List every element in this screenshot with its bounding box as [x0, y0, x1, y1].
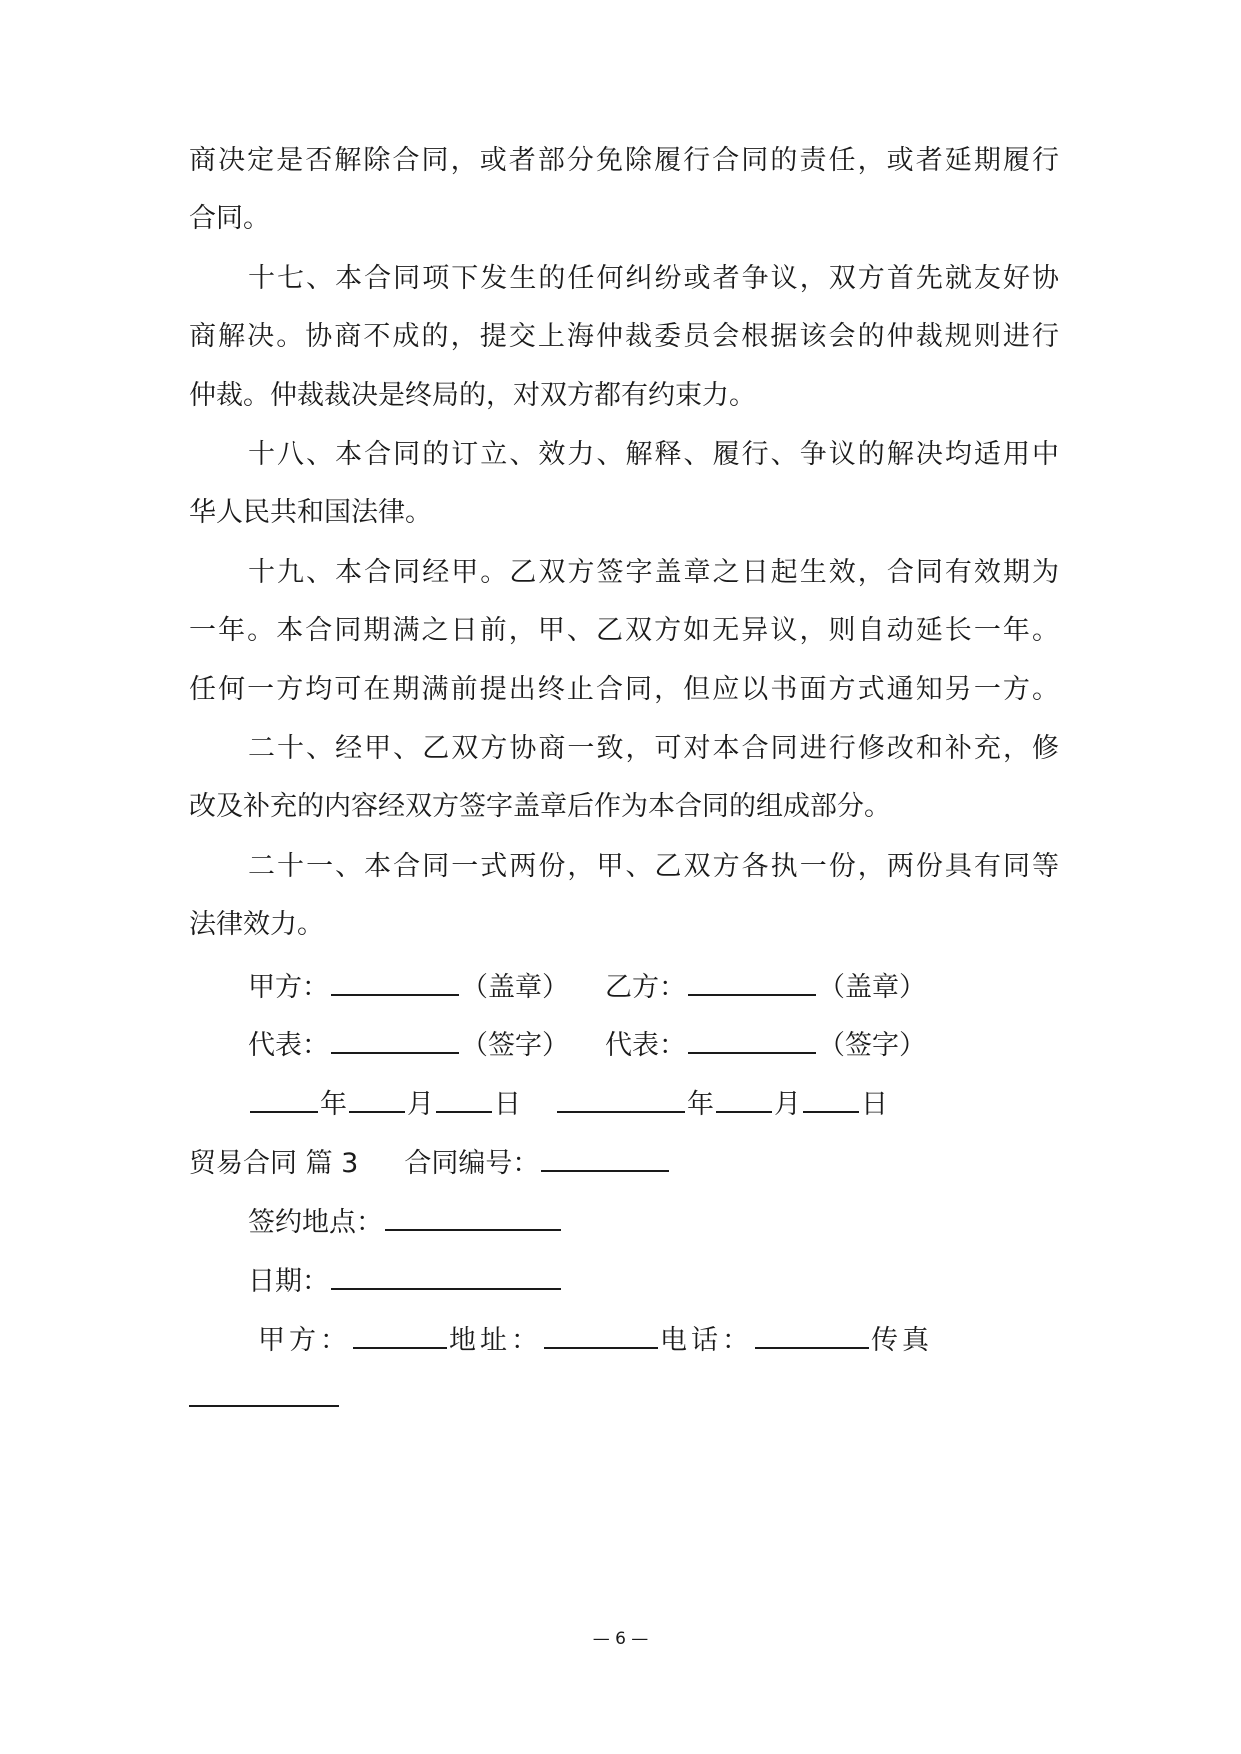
clause-18-line-2: 华人民共和国法律。: [189, 497, 432, 528]
party-b-sign-label: （签字）: [818, 1030, 926, 1061]
contract-3-heading-row: [189, 1142, 1059, 1182]
clause-19-line-3: 任何一方均可在期满前提出终止合同，但应以书面方式通知另一方。: [189, 674, 1059, 705]
party-a-day-blank[interactable]: [436, 1083, 492, 1113]
party-a-label: 甲方：: [248, 972, 329, 1003]
fax-blank-row: [189, 1377, 1059, 1417]
clause-20-line-2: 改及补充的内容经双方签字盖章后作为本合同的组成部分。: [189, 791, 891, 822]
party-b-rep-label: 代表：: [605, 1030, 686, 1061]
party-a-info-row: [258, 1319, 1069, 1359]
date-label: 日期：: [248, 1266, 329, 1297]
clause-20-line-1: 二十、经甲、乙双方协商一致，可对本合同进行修改和补充，修: [248, 733, 1059, 764]
party-a-month-blank[interactable]: [349, 1083, 405, 1113]
page-number: — 6 —: [592, 1629, 649, 1649]
party-a-sign-label: （签字）: [461, 1030, 569, 1061]
phone-label: 电话：: [660, 1325, 753, 1356]
signing-place-label: 签约地点：: [248, 1207, 383, 1238]
signature-rep-row: [248, 1024, 1059, 1064]
date-blank[interactable]: [331, 1260, 561, 1290]
party-a-year-blank[interactable]: [250, 1083, 318, 1113]
party-b-label: 乙方：: [605, 972, 686, 1003]
date-row: [248, 1260, 1059, 1300]
party-b-rep-blank[interactable]: [688, 1024, 816, 1054]
address-blank[interactable]: [544, 1319, 658, 1349]
party-b-year-blank[interactable]: [557, 1083, 685, 1113]
clause-17-line-3: 仲裁。仲裁裁决是终局的，对双方都有约束力。: [189, 380, 756, 411]
phone-blank[interactable]: [755, 1319, 869, 1349]
signing-place-blank[interactable]: [385, 1201, 561, 1231]
contract-number-label: 合同编号：: [404, 1148, 540, 1179]
clause-16-line-1: 商决定是否解除合同，或者部分免除履行合同的责任，或者延期履行: [189, 145, 1059, 176]
signing-place-row: [248, 1201, 1059, 1241]
party-b-day-blank[interactable]: [803, 1083, 859, 1113]
contract-3-party-a-blank[interactable]: [353, 1319, 447, 1349]
contract-number-blank[interactable]: [541, 1142, 669, 1172]
clause-17-line-2: 商解决。协商不成的，提交上海仲裁委员会根据该会的仲裁规则进行: [189, 321, 1059, 352]
month-label: 月: [774, 1089, 801, 1120]
party-a-rep-label: 代表：: [248, 1030, 329, 1061]
clause-16-line-2: 合同。: [189, 203, 270, 234]
year-label: 年: [687, 1089, 714, 1120]
party-b-month-blank[interactable]: [716, 1083, 772, 1113]
day-label: 日: [494, 1089, 521, 1120]
party-a-seal-label: （盖章）: [461, 972, 569, 1003]
clause-17-line-1: 十七、本合同项下发生的任何纠纷或者争议，双方首先就友好协: [248, 263, 1059, 294]
contract-3-party-a-label: 甲方：: [258, 1325, 351, 1356]
month-label: 月: [407, 1089, 434, 1120]
year-label: 年: [320, 1089, 347, 1120]
clause-21-line-2: 法律效力。: [189, 909, 324, 940]
party-b-blank[interactable]: [688, 966, 816, 996]
party-a-rep-blank[interactable]: [331, 1024, 459, 1054]
fax-blank[interactable]: [189, 1377, 339, 1407]
clause-19-line-1: 十九、本合同经甲。乙双方签字盖章之日起生效，合同有效期为: [248, 557, 1059, 588]
clause-19-line-2: 一年。本合同期满之日前，甲、乙双方如无异议，则自动延长一年。: [189, 615, 1059, 646]
party-a-blank[interactable]: [331, 966, 459, 996]
clause-18-line-1: 十八、本合同的订立、效力、解释、履行、争议的解决均适用中: [248, 439, 1059, 470]
address-label: 地址：: [449, 1325, 542, 1356]
day-label: 日: [861, 1089, 888, 1120]
party-b-seal-label: （盖章）: [818, 972, 926, 1003]
fax-label: 传真: [871, 1325, 933, 1356]
contract-3-heading: 贸易合同 篇 3: [189, 1148, 359, 1179]
signature-seal-row: [248, 966, 1059, 1006]
clause-21-line-1: 二十一、本合同一式两份，甲、乙双方各执一份，两份具有同等: [248, 851, 1059, 882]
signature-date-row: [248, 1083, 1059, 1123]
